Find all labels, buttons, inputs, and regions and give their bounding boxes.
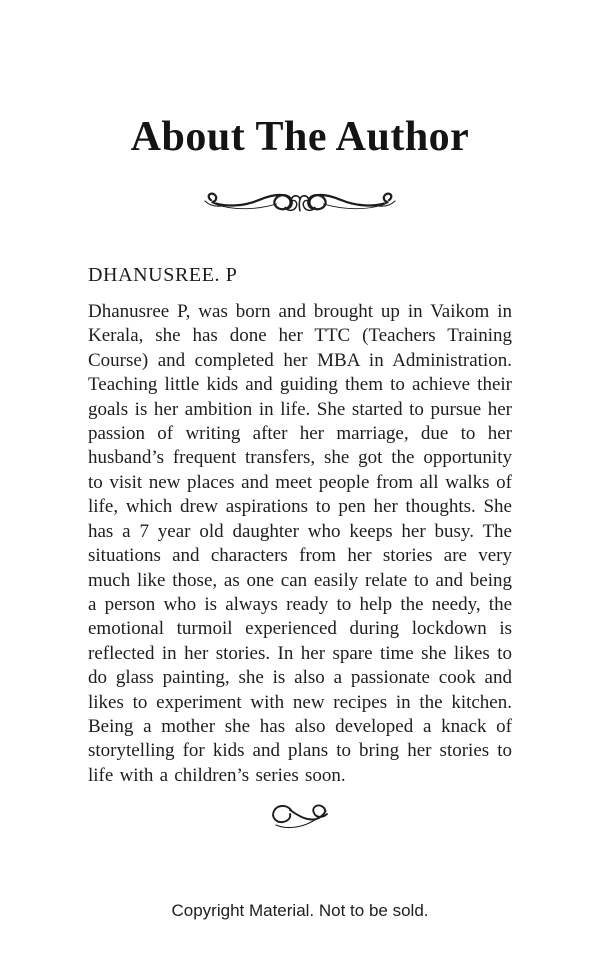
flourish-divider [0,185,600,217]
flourish-divider-icon [202,185,398,217]
copyright-notice: Copyright Material. Not to be sold. [171,901,429,920]
author-bio: Dhanusree P, was born and brought up in Vaikom in Kerala, she has done her TTC (Teachers Training Course) and completed her MBA in Administration. Teaching little kids and guiding them to achieve their goals is her ambition in life. She started to pursue her passion of writing after her marriage, due to her husband’s frequent transfers, she got the opportunity to visit new places and meet people from all walks of life, which drew aspirations to pen her thoughts. She has a 7 year old daughter who keeps her busy. The situations and characters from her stories are very much like those, as one can easily relate to and being a person who is always ready to help the needy, the emotional turmoil experienced during lockdown is reflected in her stories. In her spare time she likes to do glass painting, she is also a passionate cook and likes to experiment with new recipes in the kitchen. Being a mother she has also developed a knack of storytelling for kids and plans to bring her stories to life with a children’s series soon. [88,301,512,786]
author-name: DHANUSREE. P [88,264,238,287]
page-title: About The Author [130,114,470,160]
end-flourish [0,803,600,833]
end-flourish-icon [268,803,332,833]
